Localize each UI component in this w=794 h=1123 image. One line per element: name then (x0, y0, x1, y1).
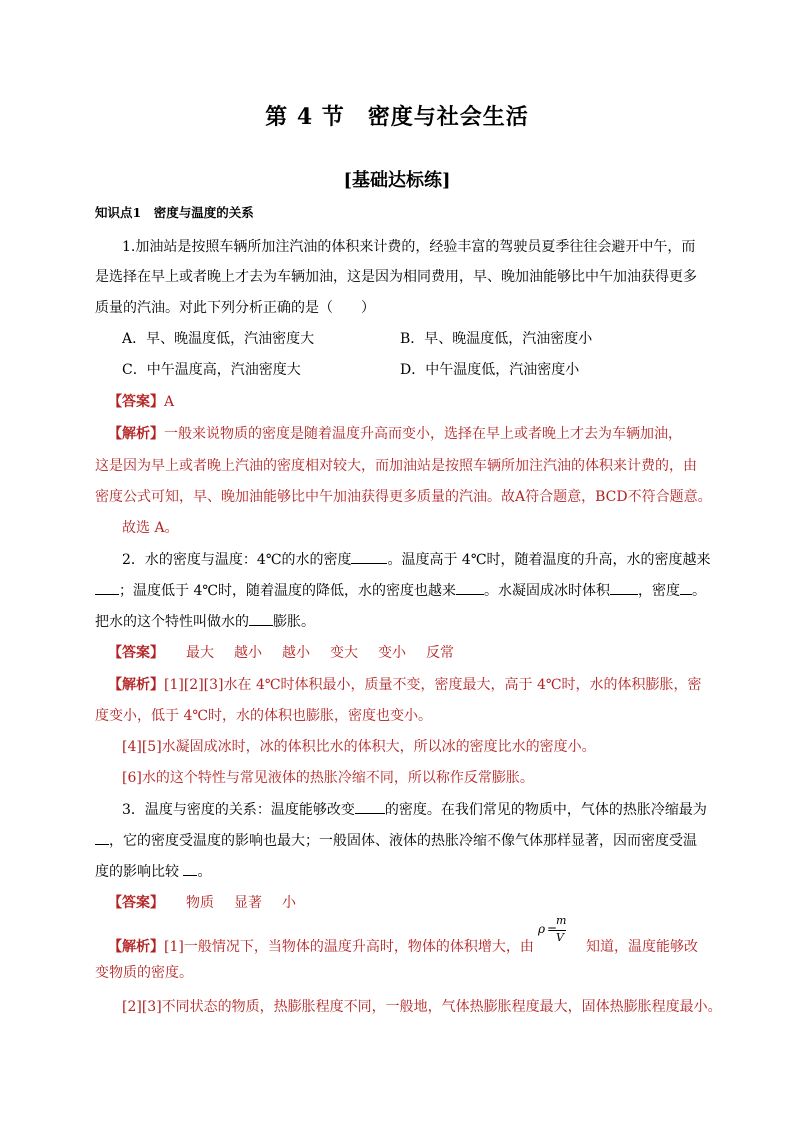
q2-line-3: 把水的这个特性叫做水的 膨胀。 (95, 611, 315, 632)
q1-analysis-line-2: 这是因为早上或者晚上汽油的密度相对较大，而加油站是按照车辆所加注汽油的体积来计费的，由 (95, 458, 697, 474)
q3-line-3: 度的影响比较 。 (95, 861, 211, 882)
q2-blank-6[interactable] (249, 611, 273, 626)
q1-line-3: 质量的汽油。对此下列分析正确的是（ ） (95, 300, 375, 316)
formula-denominator: V (556, 931, 564, 944)
q3-answer-3: 小 (282, 895, 296, 911)
q1-analysis-line-1: 【解析】一般来说物质的密度是随着温度升高而变小，选择在早上或者晚上才去为车辆加油， (108, 426, 682, 442)
q2-analysis-line-4: [6]水的这个特性与常见液体的热胀冷缩不同，所以称作反常膨胀。 (122, 770, 534, 786)
section-subtitle: [基础达标练] (343, 170, 451, 191)
q3-analysis-line-1b: 知道，温度能够改 (586, 939, 698, 955)
q2-analysis-line-2: 度变小，低于 4℃时，水的体积也膨胀，密度也变小。 (95, 708, 433, 724)
q3-answer-2: 显著 (234, 895, 262, 911)
q2-answer-4: 变大 (330, 645, 358, 661)
formula-equals: = (547, 922, 558, 936)
q2-answers (108, 643, 474, 663)
analysis-tag: 【解析】 (108, 426, 164, 442)
q1-answer (108, 392, 174, 412)
q1-option-c: C．中午温度高，汽油密度大 (122, 362, 301, 378)
q1-line-2: 是选择在早上或者晚上才去为车辆加油，这是因为相同费用，早、晚加油能够比中午加油获得更多 (95, 269, 697, 285)
q3-line-1: 3．温度与密度的关系：温度能够改变 的密度。在我们常见的物质中，气体的热胀冷缩最为 (122, 799, 707, 820)
answer-tag: 【答案】 (108, 645, 164, 661)
q1-analysis-line-4: 故选 A。 (122, 520, 179, 536)
q2-answer-1: 最大 (186, 645, 214, 661)
q2-answer-6: 反常 (426, 645, 454, 661)
q2-blank-4[interactable] (610, 580, 638, 595)
q2-answer-5: 变小 (378, 645, 406, 661)
q2-blank-3[interactable] (456, 580, 484, 595)
q1-option-d: D．中午温度低，汽油密度小 (400, 362, 580, 378)
q3-blank-1[interactable] (355, 799, 385, 814)
analysis-tag: 【解析】 (108, 677, 164, 693)
q1-option-a: A．早、晚温度低，汽油密度大 (122, 331, 315, 347)
q2-line-1: 2．水的密度与温度：4℃的水的密度 。温度高于 4℃时，随着温度的升高，水的密度越来 (122, 549, 711, 570)
q2-blank-5[interactable] (680, 580, 692, 595)
q2-analysis-line-3: [4][5]水凝固成冰时，冰的体积比水的体积大，所以冰的密度比水的密度小。 (122, 739, 596, 755)
q1-answer-value: A (164, 394, 175, 410)
q3-answers (108, 893, 316, 913)
page-title: 第 4 节 密度与社会生活 (265, 104, 529, 130)
q2-analysis-line-1: 【解析】[1][2][3]水在 4℃时体积最小，质量不变，密度最大，高于 4℃时，水的体积膨胀，密 (108, 677, 702, 693)
q3-answer-1: 物质 (186, 895, 214, 911)
q1-line-1: 1.加油站是按照车辆所加注汽油的体积来计费的，经验丰富的驾驶员夏季往往会避开中午，而 (122, 239, 696, 255)
analysis-tag: 【解析】 (108, 939, 164, 955)
q1-analysis-line-3: 密度公式可知，早、晚加油能够比中午加油获得更多质量的汽油。故A符合题意，BCD不符合题意。 (95, 489, 712, 505)
q2-answer-2: 越小 (234, 645, 262, 661)
formula-rho: ρ (538, 922, 546, 936)
q3-blank-2[interactable] (95, 830, 109, 845)
q1-option-b: B．早、晚温度低，汽油密度小 (400, 331, 593, 347)
q2-blank-2[interactable] (95, 580, 119, 595)
answer-tag: 【答案】 (108, 394, 164, 410)
q2-answer-3: 越小 (282, 645, 310, 661)
q3-analysis-line-1a: 【解析】[1]一般情况下，当物体的温度升高时，物体的体积增大，由 (108, 939, 534, 955)
q2-blank-1[interactable] (351, 549, 387, 564)
q3-analysis-line-2: 变物质的密度。 (95, 965, 193, 981)
q2-line-2: ；温度低于 4℃时，随着温度的降低，水的密度也越来 。水凝固成冰时体积 ，密度 。 (95, 580, 706, 601)
answer-tag: 【答案】 (108, 895, 164, 911)
q3-blank-3[interactable] (183, 861, 197, 876)
q3-analysis-line-3: [2][3]不同状态的物质，热膨胀程度不同，一般地，气体热膨胀程度最大，固体热膨胀程度最小。 (122, 999, 722, 1015)
knowledge-point-heading: 知识点1 密度与温度的关系 (95, 205, 254, 220)
q3-line-2: ，它的密度受温度的影响也最大；一般固体、液体的热胀冷缩不像气体那样显著，因而密度受温 (95, 830, 697, 851)
formula-numerator: m (556, 914, 567, 927)
